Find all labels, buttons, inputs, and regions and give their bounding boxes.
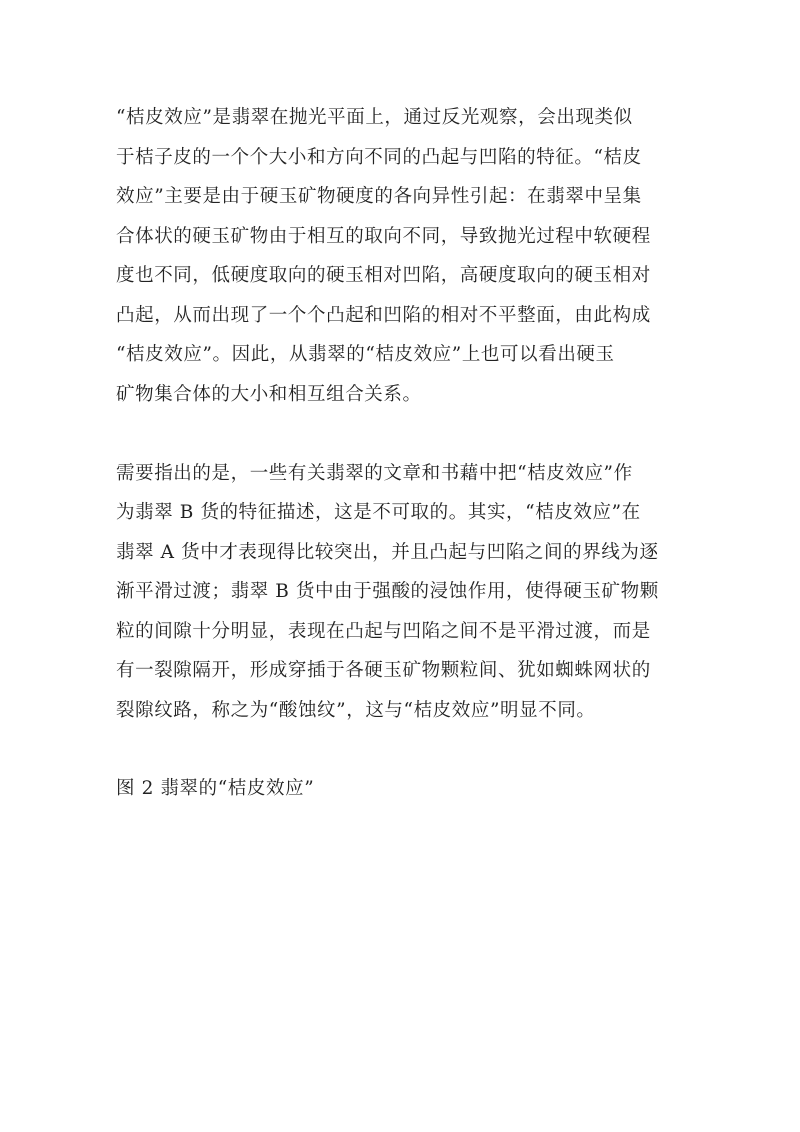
text-line: 翡翠 A 货中才表现得比较突出，并且凸起与凹陷之间的界线为逐 <box>116 541 659 563</box>
text-line: 合体状的硬玉矿物由于相互的取向不同，导致抛光过程中软硬程 <box>116 225 651 247</box>
text-line: 效应”主要是由于硬玉矿物硬度的各向异性引起：在翡翠中呈集 <box>116 186 642 207</box>
caption-text: 图 2 翡翠的“桔皮效应” <box>116 778 315 799</box>
text-line: 渐平滑过渡；翡翠 B 货中由于强酸的浸蚀作用，使得硬玉矿物颗 <box>116 581 659 602</box>
text-line: 有一裂隙隔开，形成穿插于各硬玉矿物颗粒间、犹如蜘蛛网状的 <box>116 660 651 681</box>
paragraph-orange-peel-effect-definition <box>116 98 692 414</box>
text-line: “桔皮效应”是翡翠在抛光平面上，通过反光观察，会出现类似 <box>116 107 633 128</box>
text-line: 于桔子皮的一个个大小和方向不同的凸起与凹陷的特征。“桔皮 <box>116 146 642 168</box>
text-line: 度也不同，低硬度取向的硬玉相对凹陷，高硬度取向的硬玉相对 <box>116 265 651 286</box>
text-line: 为翡翠 B 货的特征描述，这是不可取的。其实，“桔皮效应”在 <box>116 502 641 523</box>
text-line: 裂隙纹路，称之为“酸蚀纹”，这与“桔皮效应”明显不同。 <box>116 699 596 721</box>
text-line: 粒的间隙十分明显，表现在凸起与凹陷之间不是平滑过渡，而是 <box>116 620 651 642</box>
text-line: 需要指出的是，一些有关翡翠的文章和书藉中把“桔皮效应”作 <box>116 462 633 484</box>
text-line: 矿物集合体的大小和相互组合关系。 <box>116 383 422 405</box>
text-line: 凸起，从而出现了一个个凸起和凹陷的相对不平整面，由此构成 <box>116 304 651 326</box>
paragraph-a-vs-b-jade-comparison <box>116 454 692 731</box>
figure-caption <box>116 769 692 809</box>
text-line: “桔皮效应”。因此，从翡翠的“桔皮效应”上也可以看出硬玉 <box>116 344 615 365</box>
